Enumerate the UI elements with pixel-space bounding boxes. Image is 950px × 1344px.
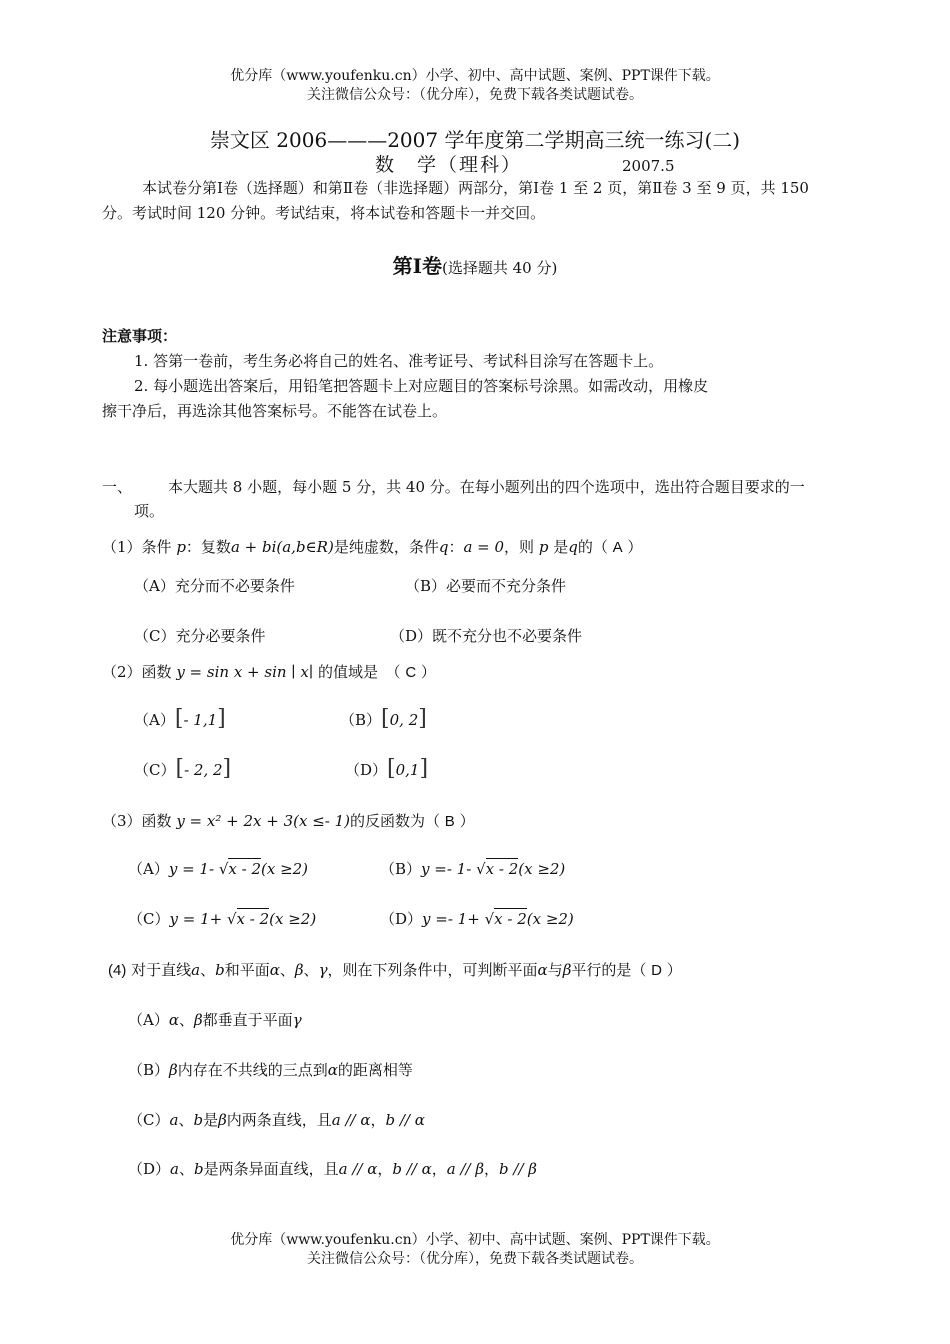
notes-heading: 注意事项： xyxy=(102,327,178,345)
section-heading xyxy=(0,250,950,279)
notes-item-2: 2. 每小题选出答案后，用铅笔把答题卡上对应题目的答案标号涂黑。如需改动，用橡皮 xyxy=(134,377,709,395)
part-instructions-cont: 项。 xyxy=(134,502,165,520)
footer-line-2: 关注微信公众号：（优分库），免费下载各类试题试卷。 xyxy=(307,1251,643,1267)
question-2-stem: （2）函数 y = sin x + sin ∣ x∣ 的值域是 （ C ） xyxy=(102,663,436,681)
footer-line-1: 优分库（www.youfenku.cn）小学、初中、高中试题、案例、PPT课件下载。 xyxy=(230,1232,720,1248)
part-instructions: 本大题共 8 小题，每小题 5 分，共 40 分。在每小题列出的四个选项中，选出符合题目要求的一 xyxy=(168,478,805,496)
part-number: 一、 xyxy=(102,478,133,496)
question-2-option-b: （B）[0, 2] xyxy=(340,706,427,731)
header-line-2: 关注微信公众号：（优分库），免费下载各类试题试卷。 xyxy=(307,87,643,103)
question-4-option-d: （D）a、b是两条异面直线，且a // α，b // α，a // β，b // β xyxy=(128,1160,537,1178)
question-2-answer: C xyxy=(405,664,417,681)
paper-title: 崇文区 2006———2007 学年度第二学期高三统一练习(二) xyxy=(209,128,741,152)
question-1-option-c: （C）充分必要条件 xyxy=(134,627,266,645)
question-3-answer: B xyxy=(444,813,455,830)
question-3-option-d: （D）y =- 1+ √x - 2(x ≥2) xyxy=(380,910,574,928)
intro-line-1: 本试卷分第Ⅰ卷（选择题）和第Ⅱ卷（非选择题）两部分，第Ⅰ卷 1 至 2 页，第Ⅱ卷 3 至 9 页，共 150 xyxy=(142,179,809,197)
question-1-option-d: （D）既不充分也不必要条件 xyxy=(390,627,583,645)
paper-subtitle: 数 学（理科） xyxy=(375,154,523,176)
question-4-option-b: （B）β内存在不共线的三点到α的距离相等 xyxy=(128,1061,413,1079)
question-1-option-a: （A）充分而不必要条件 xyxy=(134,577,295,595)
question-3-option-c: （C）y = 1+ √x - 2(x ≥2) xyxy=(128,910,317,928)
question-2-option-c: （C）[- 2, 2] xyxy=(134,756,232,781)
question-2-option-a: （A）[- 1,1] xyxy=(134,706,226,731)
paper-date: 2007.5 xyxy=(622,157,675,175)
question-2-option-d: （D）[0,1] xyxy=(345,756,429,781)
question-1-answer: A xyxy=(612,539,623,556)
question-1-option-b: （B）必要而不充分条件 xyxy=(405,577,567,595)
question-1-stem: （1）条件 p：复数a + bi(a,b∈R)是纯虚数，条件q：a = 0，则 p 是q的（ A ） xyxy=(102,538,643,556)
question-4-answer: D xyxy=(651,962,662,979)
notes-item-1: 1. 答第一卷前，考生务必将自己的姓名、准考证号、考试科目涂写在答题卡上。 xyxy=(134,352,664,370)
section-title: 第Ⅰ卷 xyxy=(392,254,443,278)
question-3-option-a: （A）y = 1- √x - 2(x ≥2) xyxy=(128,860,309,878)
intro-line-2: 分。考试时间 120 分钟。考试结束，将本试卷和答题卡一并交回。 xyxy=(102,204,546,222)
question-3-option-b: （B）y =- 1- √x - 2(x ≥2) xyxy=(380,860,566,878)
question-4-option-c: （C）a、b是β内两条直线，且a // α，b // α xyxy=(128,1111,425,1129)
question-4-stem: (4) 对于直线a、b和平面α、β、γ，则在下列条件中，可判断平面α与β平行的是（ D ） xyxy=(108,961,682,979)
question-4-option-a: （A）α、β都垂直于平面γ xyxy=(128,1011,302,1029)
question-3-stem: （3）函数 y = x² + 2x + 3(x ≤- 1)的反函数为（ B ） xyxy=(102,812,475,830)
section-subtitle: (选择题共 40 分) xyxy=(442,259,558,277)
notes-item-2-cont: 擦干净后，再选涂其他答案标号。不能答在试卷上。 xyxy=(102,402,448,420)
header-line-1: 优分库（www.youfenku.cn）小学、初中、高中试题、案例、PPT课件下载。 xyxy=(230,68,720,84)
